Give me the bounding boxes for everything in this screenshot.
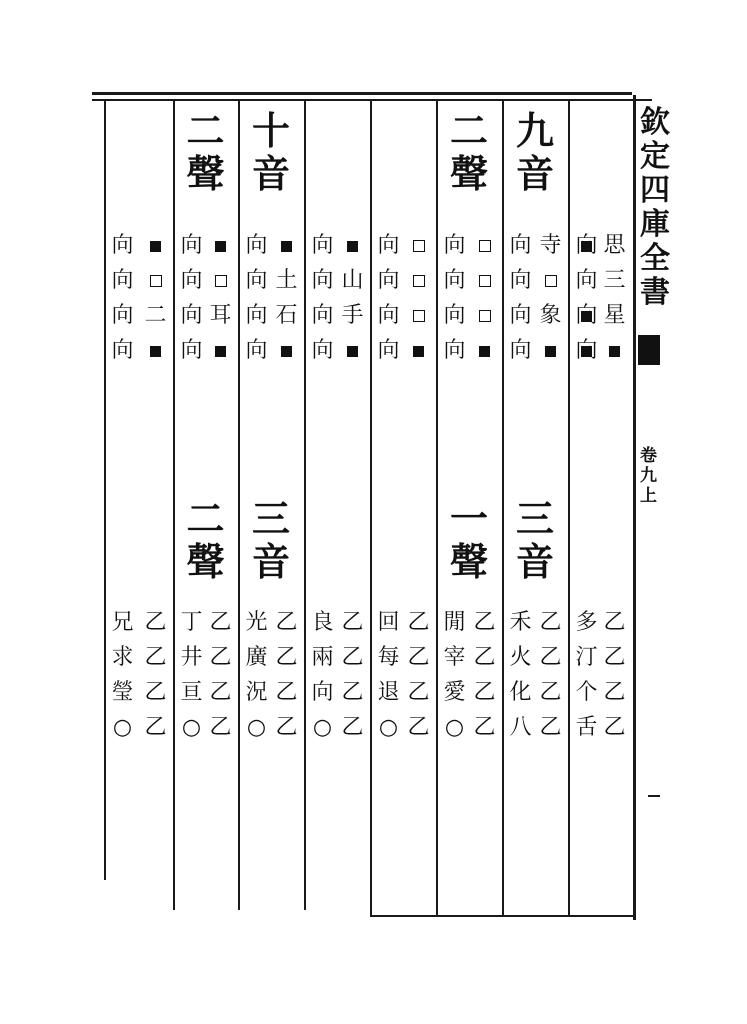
- entry-char: 向: [245, 303, 268, 328]
- side-title-char: 定: [640, 139, 670, 174]
- entry-char: 向: [311, 303, 334, 328]
- side-title-char: 書: [640, 275, 670, 310]
- column-heading-char: 聲: [186, 539, 225, 584]
- entry-char: 向: [180, 268, 203, 293]
- entry-char: 良: [311, 610, 334, 635]
- column-divider: [370, 100, 372, 915]
- page-mark: [648, 795, 660, 797]
- entry-char: 手: [341, 303, 364, 328]
- entry-char: ○: [378, 715, 399, 740]
- entry-char: 乙: [473, 715, 496, 740]
- top-border: [92, 92, 632, 95]
- entry-char: 乙: [473, 610, 496, 635]
- entry-char: [204, 235, 237, 257]
- column-heading-char: 三: [251, 496, 290, 541]
- entry-char: [336, 340, 369, 362]
- entry-char: [204, 270, 237, 292]
- entry-char: 耳: [209, 303, 232, 328]
- entry-char: 求: [111, 645, 134, 670]
- entry-char: 向: [311, 233, 334, 258]
- entry-char: 向: [245, 268, 268, 293]
- entry-char: 向: [311, 338, 334, 363]
- entry-char: 向: [111, 338, 134, 363]
- entry-char: 乙: [407, 680, 430, 705]
- entry-char: 化: [509, 680, 532, 705]
- entry-char: 乙: [209, 680, 232, 705]
- entry-char: [468, 340, 501, 362]
- entry-char: 向: [245, 338, 268, 363]
- entry-char: 象: [539, 303, 562, 328]
- entry-char: ○: [181, 715, 202, 740]
- entry-char: 乙: [275, 680, 298, 705]
- entry-char: 乙: [539, 610, 562, 635]
- entry-char: 向: [180, 338, 203, 363]
- entry-char: 每: [377, 645, 400, 670]
- entry-char: [270, 340, 303, 362]
- entry-char: [402, 305, 435, 327]
- entry-char: ○: [312, 715, 333, 740]
- column-divider: [568, 100, 570, 915]
- entry-char: 向: [443, 303, 466, 328]
- entry-char: 向: [443, 233, 466, 258]
- entry-char: [402, 235, 435, 257]
- entry-char: 乙: [341, 715, 364, 740]
- entry-char: 光: [245, 610, 268, 635]
- entry-char: 愛: [443, 680, 466, 705]
- entry-char: 向: [575, 338, 598, 363]
- entry-char: 寺: [539, 233, 562, 258]
- entry-char: 乙: [275, 715, 298, 740]
- side-title-char: 欽: [640, 105, 670, 140]
- entry-char: ○: [112, 715, 133, 740]
- entry-char: 星: [603, 303, 626, 328]
- entry-char: 乙: [275, 645, 298, 670]
- entry-char: 閒: [443, 610, 466, 635]
- left-border: [104, 100, 106, 880]
- entry-char: 向: [443, 338, 466, 363]
- entry-char: [468, 235, 501, 257]
- entry-char: 乙: [144, 645, 167, 670]
- entry-char: 乙: [407, 645, 430, 670]
- entry-char: [139, 340, 172, 362]
- entry-char: [270, 235, 303, 257]
- entry-char: 向: [180, 303, 203, 328]
- entry-char: 山: [341, 268, 364, 293]
- entry-char: 乙: [341, 610, 364, 635]
- column-heading-char: 音: [251, 539, 290, 584]
- entry-char: [402, 270, 435, 292]
- entry-char: 宰: [443, 645, 466, 670]
- entry-char: 向: [509, 303, 532, 328]
- entry-char: 土: [275, 268, 298, 293]
- entry-char: 火: [509, 645, 532, 670]
- entry-char: 亘: [180, 680, 203, 705]
- entry-char: 乙: [539, 645, 562, 670]
- entry-char: 八: [509, 715, 532, 740]
- entry-char: 向: [311, 268, 334, 293]
- column-heading-char: 一: [449, 496, 488, 541]
- entry-char: 向: [377, 338, 400, 363]
- entry-char: [139, 235, 172, 257]
- entry-char: 乙: [144, 610, 167, 635]
- entry-char: 井: [180, 645, 203, 670]
- entry-char: 向: [377, 233, 400, 258]
- column-heading-char: 二: [186, 108, 225, 153]
- column-divider: [173, 100, 175, 910]
- entry-char: 乙: [407, 610, 430, 635]
- entry-char: 瑩: [111, 680, 134, 705]
- column-heading-char: 聲: [449, 151, 488, 196]
- entry-char: ○: [246, 715, 267, 740]
- bottom-border: [370, 915, 635, 917]
- entry-char: ○: [444, 715, 465, 740]
- side-title-char: 全: [640, 241, 670, 276]
- entry-char: 向: [377, 303, 400, 328]
- volume-char: 卷: [640, 446, 657, 466]
- column-divider: [238, 100, 240, 910]
- entry-char: 思: [603, 233, 626, 258]
- entry-char: 向: [509, 233, 532, 258]
- entry-char: 況: [245, 680, 268, 705]
- entry-char: 舌: [575, 715, 598, 740]
- column-heading-char: 音: [515, 539, 554, 584]
- entry-char: 乙: [144, 680, 167, 705]
- column-heading-char: 聲: [449, 539, 488, 584]
- entry-char: [336, 235, 369, 257]
- entry-char: 乙: [209, 645, 232, 670]
- column-divider: [436, 100, 438, 915]
- entry-char: 汀: [575, 645, 598, 670]
- entry-char: 禾: [509, 610, 532, 635]
- entry-char: 乙: [275, 610, 298, 635]
- column-heading-char: 聲: [186, 151, 225, 196]
- entry-char: 石: [275, 303, 298, 328]
- entry-char: 向: [111, 303, 134, 328]
- entry-char: 向: [377, 268, 400, 293]
- fishtail-mark: [638, 335, 660, 365]
- entry-char: 丁: [180, 610, 203, 635]
- entry-char: 兄: [111, 610, 134, 635]
- entry-char: 向: [245, 233, 268, 258]
- entry-char: 多: [575, 610, 598, 635]
- entry-char: [534, 340, 567, 362]
- entry-char: 乙: [209, 715, 232, 740]
- column-heading-char: 十: [251, 108, 290, 153]
- column-heading-char: 三: [515, 496, 554, 541]
- entry-char: 二: [144, 303, 167, 328]
- entry-char: [204, 340, 237, 362]
- entry-char: 向: [509, 338, 532, 363]
- entry-char: 乙: [341, 680, 364, 705]
- side-title-char: 四: [640, 173, 670, 208]
- entry-char: 向: [443, 268, 466, 293]
- entry-char: 乙: [603, 680, 626, 705]
- entry-char: 个: [575, 680, 598, 705]
- entry-char: 乙: [539, 715, 562, 740]
- right-border: [633, 95, 636, 920]
- entry-char: 兩: [311, 645, 334, 670]
- entry-char: 乙: [603, 715, 626, 740]
- entry-char: 乙: [341, 645, 364, 670]
- entry-char: 乙: [144, 715, 167, 740]
- entry-char: [402, 340, 435, 362]
- entry-char: 退: [377, 680, 400, 705]
- entry-char: 乙: [473, 645, 496, 670]
- entry-char: 乙: [603, 610, 626, 635]
- entry-char: 向: [575, 233, 598, 258]
- entry-char: 向: [311, 680, 334, 705]
- entry-char: 廣: [245, 645, 268, 670]
- volume-char: 上: [640, 486, 657, 506]
- entry-char: [468, 270, 501, 292]
- entry-char: 乙: [473, 680, 496, 705]
- entry-char: 向: [575, 303, 598, 328]
- column-divider: [502, 100, 504, 915]
- entry-char: [139, 270, 172, 292]
- volume-char: 九: [640, 466, 657, 486]
- entry-char: 乙: [603, 645, 626, 670]
- entry-char: [468, 305, 501, 327]
- column-heading-char: 九: [515, 108, 554, 153]
- entry-char: 乙: [209, 610, 232, 635]
- entry-char: 向: [180, 233, 203, 258]
- column-divider: [304, 100, 306, 910]
- entry-char: 乙: [539, 680, 562, 705]
- column-heading-char: 音: [515, 151, 554, 196]
- entry-char: [534, 270, 567, 292]
- entry-char: 乙: [407, 715, 430, 740]
- entry-char: 向: [575, 268, 598, 293]
- entry-char: 回: [377, 610, 400, 635]
- column-heading-char: 二: [449, 108, 488, 153]
- entry-char: 向: [111, 233, 134, 258]
- side-title-char: 庫: [640, 207, 670, 242]
- entry-char: 三: [603, 268, 626, 293]
- column-heading-char: 音: [251, 151, 290, 196]
- entry-char: 向: [509, 268, 532, 293]
- entry-char: 向: [111, 268, 134, 293]
- column-heading-char: 二: [186, 496, 225, 541]
